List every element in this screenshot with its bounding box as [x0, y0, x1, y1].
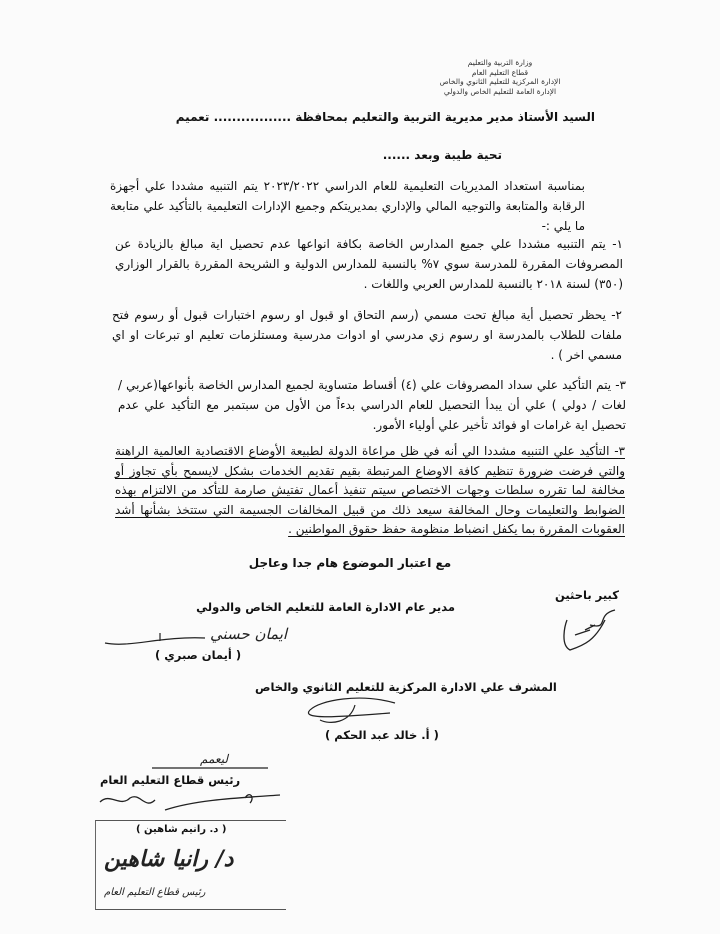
head-title: رئيس قطاع التعليم العام — [100, 773, 241, 787]
head-note-underline — [150, 765, 270, 771]
official-stamp — [95, 820, 286, 910]
letterhead — [430, 58, 570, 96]
researcher-title: كبير باحثين — [555, 588, 619, 602]
director-handwriting: ايمان حسني — [210, 625, 288, 643]
addressee-line: السيد الأستاذ مدير مديرية التربية والتعليم بمحافظة ................. تعميم — [175, 110, 595, 124]
intro-paragraph: بمناسبة استعداد المديريات التعليمية للعام الدراسي ٢٠٢٣/٢٠٢٢ يتم التنبيه مشددا علي أجهزة الرقابة والمتابعة والتوجيه المالي والإداري بمديريتكم وجميع الإدارات التعليمية بالتأكيد علي متابعة ما يلي :- — [110, 179, 585, 233]
item-3: ٣- يتم التأكيد علي سداد المصروفات علي (٤) أقساط متساوية لجميع المدارس الخاصة بأنواعها(عربي / لغات / دولي ) علي أن يبدأ التحصيل للعام الدراسي بدءاً من الأول من سبتمبر مع التأكيد علي عدم تحصيل اية غرامات او فوائد تأخير علي أولياء الأمور. — [118, 378, 626, 432]
letterhead-line: الإدارة المركزية للتعليم الثانوي والخاص — [439, 77, 561, 86]
supervisor-name: ( أ. خالد عبد الحكم ) — [325, 728, 439, 742]
director-title: مدير عام الادارة العامة للتعليم الخاص والدولي — [196, 600, 455, 614]
head-name: ( د. رانيم شاهين ) — [136, 824, 227, 835]
letterhead-line: وزارة التربية والتعليم — [467, 58, 533, 67]
stamp-title: رئيس قطاع التعليم العام — [104, 887, 206, 898]
stamp-name: د/ رانيا شاهين — [104, 846, 234, 872]
item-4-underlined: ٣- التأكيد علي التنبيه مشددا الي أنه في ظل مراعاة الدولة لطبيعة الأوضاع الاقتصادية العالمية الراهنة والتي فرضت ضرورة تنظيم كافة الاوضاع المرتبطة بقيم تقديم الخدمات بشكل لايسمح بأي تجاوز أو مخالفة لما تقرره سلطات وجهات الاختصاص سيتم تنفيذ أعمال تفتيش صارمة للتأكد من الالتزام بهذه الضوابط والتعليمات وحال المخالفة سيعد ذلك من قبيل المخالفات الجسيمة التي ستتخذ بشأنها أشد العقوبات المقررة بما يكفل انضباط منظومة حفظ حقوق المواطنين . — [115, 444, 625, 536]
supervisor-signature — [280, 695, 400, 730]
head-note-handwriting: ليعمم — [200, 752, 228, 766]
closing-line: مع اعتبار الموضوع هام جدا وعاجل — [248, 556, 452, 570]
item-2: ٢- يحظر تحصيل أية مبالغ تحت مسمي (رسم التحاق او قبول او رسوم اختبارات قبول أو رسوم فتح ملفات للطلاب بالمدرسة او رسوم زي مدرسي او ادوات مدرسية ومستلزمات تعليم او تبرعات او اي مسمي اخر ) . — [112, 308, 622, 362]
letterhead-line: قطاع التعليم العام — [471, 67, 529, 77]
head-signature — [95, 790, 285, 820]
director-name: ( أيمان صبري ) — [155, 648, 242, 662]
supervisor-title: المشرف علي الادارة المركزية للتعليم الثانوي والخاص — [255, 680, 557, 694]
researcher-signature — [555, 605, 625, 655]
item-1: ١- يتم التنبيه مشددا علي جميع المدارس الخاصة بكافة انواعها عدم تحصيل اية مبالغ بالزيادة عن المصروفات المقررة للمدرسة سوي ٧% بالنسبة للمدارس الدولية و الشريحة المقررة بالقرار الوزاري (٣٥٠) لسنة ٢٠١٨ بالنسبة للمدارس العربي واللغات . — [115, 237, 623, 291]
greeting: تحية طيبة وبعد ...... — [382, 148, 502, 162]
letterhead-line: الإدارة العامة للتعليم الخاص والدولي — [443, 86, 557, 96]
